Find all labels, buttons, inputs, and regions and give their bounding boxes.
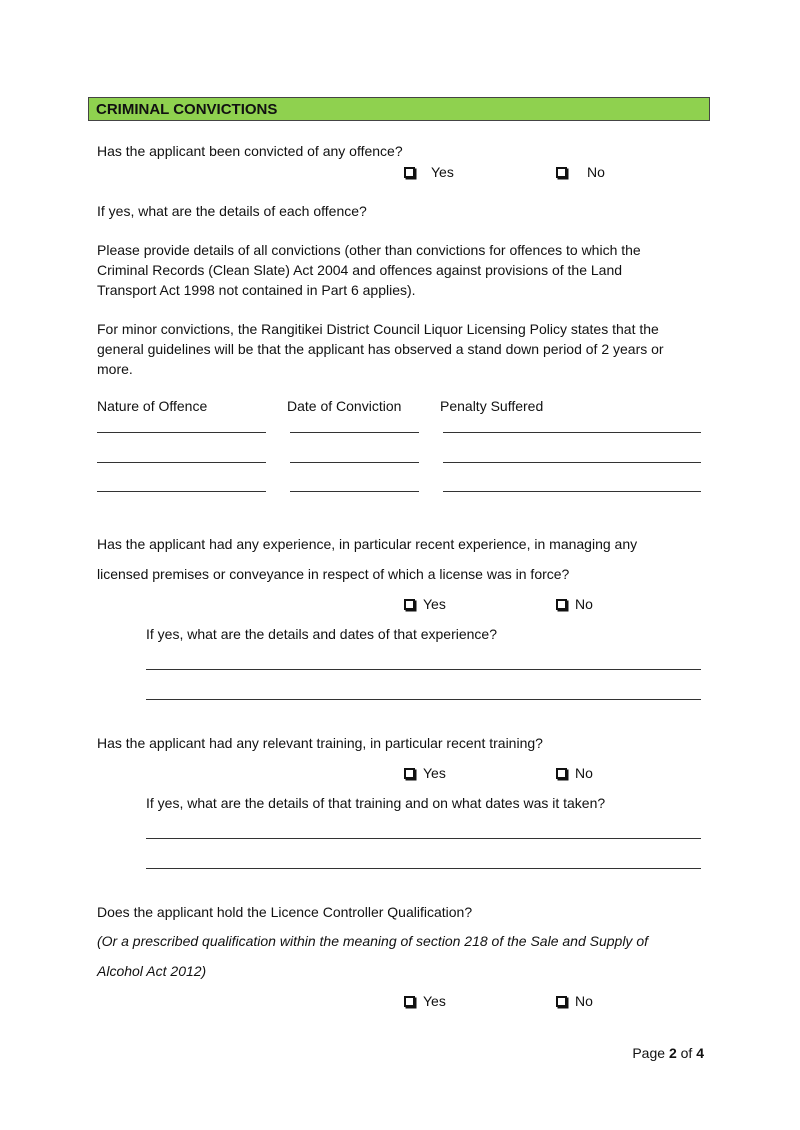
para1-line-1: Please provide details of all convictions (other than convictions for offences to which the: [97, 242, 641, 258]
checkbox-icon[interactable]: [404, 167, 415, 178]
para1-line-3: Transport Act 1998 not contained in Part 6 applies).: [97, 282, 416, 298]
para1-line-2: Criminal Records (Clean Slate) Act 2004 and offences against provisions of the Land: [97, 262, 623, 278]
header-penalty-suffered: Penalty Suffered: [440, 398, 544, 414]
convicted-no-option[interactable]: No: [556, 164, 605, 180]
date-field-3[interactable]: [290, 491, 419, 492]
experience-yes-option[interactable]: Yes: [404, 596, 446, 612]
qualification-yes-option[interactable]: Yes: [404, 993, 446, 1009]
question-experience-line-1: Has the applicant had any experience, in particular recent experience, in managing any: [97, 536, 638, 552]
para2-line-1: For minor convictions, the Rangitikei District Council Liquor Licensing Policy states that the: [97, 321, 659, 337]
checkbox-icon[interactable]: [556, 996, 567, 1007]
experience-details-field-2[interactable]: [146, 699, 701, 700]
para2-line-3: more.: [97, 361, 133, 377]
section-header: [88, 97, 710, 121]
checkbox-icon[interactable]: [404, 768, 415, 779]
question-training: Has the applicant had any relevant training, in particular recent training?: [97, 735, 543, 751]
penalty-field-2[interactable]: [443, 462, 701, 463]
checkbox-icon[interactable]: [556, 599, 567, 610]
section-title: CRIMINAL CONVICTIONS: [96, 100, 278, 118]
date-field-1[interactable]: [290, 432, 419, 433]
qualification-no-option[interactable]: No: [556, 993, 593, 1009]
date-field-2[interactable]: [290, 462, 419, 463]
experience-details-field-1[interactable]: [146, 669, 701, 670]
checkbox-icon[interactable]: [404, 996, 415, 1007]
penalty-field-1[interactable]: [443, 432, 701, 433]
qualification-note-line-1: (Or a prescribed qualification within the meaning of section 218 of the Sale and Supply of: [97, 933, 648, 949]
question-qualification: Does the applicant hold the Licence Controller Qualification?: [97, 904, 473, 920]
convicted-yes-option[interactable]: Yes: [404, 164, 454, 180]
checkbox-icon[interactable]: [404, 599, 415, 610]
offence-field-1[interactable]: [97, 432, 266, 433]
para2-line-2: general guidelines will be that the applicant has observed a stand down period of 2 years or: [97, 341, 664, 357]
training-yes-option[interactable]: Yes: [404, 765, 446, 781]
question-convicted: Has the applicant been convicted of any offence?: [97, 143, 403, 159]
question-experience-line-2: licensed premises or conveyance in respect of which a license was in force?: [97, 566, 570, 582]
question-experience-details: If yes, what are the details and dates of that experience?: [146, 626, 497, 642]
penalty-field-3[interactable]: [443, 491, 701, 492]
experience-no-option[interactable]: No: [556, 596, 593, 612]
offence-field-2[interactable]: [97, 462, 266, 463]
header-date-of-conviction: Date of Conviction: [287, 398, 402, 414]
question-training-details: If yes, what are the details of that training and on what dates was it taken?: [146, 795, 606, 811]
question-offence-details: If yes, what are the details of each offence?: [97, 203, 367, 219]
checkbox-icon[interactable]: [556, 768, 567, 779]
header-nature-of-offence: Nature of Offence: [97, 398, 208, 414]
qualification-note-line-2: Alcohol Act 2012): [97, 963, 207, 979]
training-details-field-1[interactable]: [146, 838, 701, 839]
offence-field-3[interactable]: [97, 491, 266, 492]
training-details-field-2[interactable]: [146, 868, 701, 869]
page-number: Page 2 of 4: [632, 1045, 704, 1061]
checkbox-icon[interactable]: [556, 167, 567, 178]
training-no-option[interactable]: No: [556, 765, 593, 781]
